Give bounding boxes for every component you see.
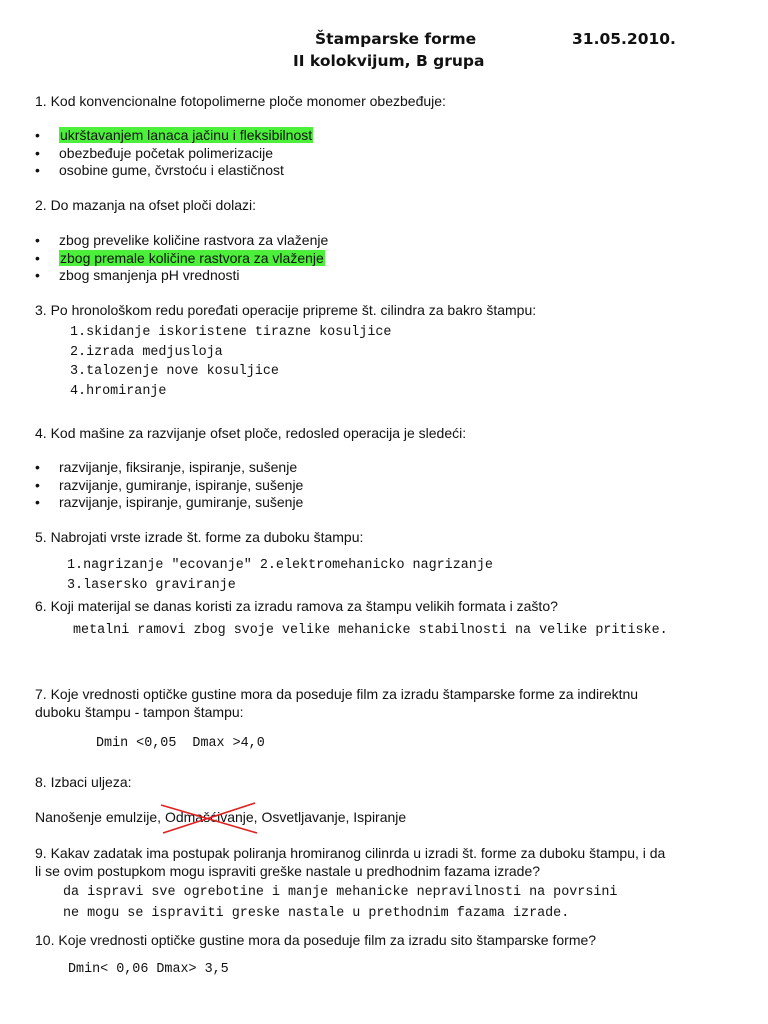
question-9-line-2: li se ovim postupkom mogu ispraviti greške nastale u predhodnim fazama izrade? xyxy=(35,863,541,879)
option-item: • zbog prevelike količine rastvora za vlaženje xyxy=(0,232,328,250)
answer-line: Dmin< 0,06 Dmax> 3,5 xyxy=(68,962,229,977)
question-7-answer xyxy=(96,734,265,754)
question-6: 6. Koji materijal se danas koristi za izradu ramova za štampu velikih formata i zašto? xyxy=(35,598,558,614)
question-5: 5. Nabrojati vrste izrade št. forme za duboku štampu: xyxy=(35,529,364,545)
question-8-items xyxy=(35,809,406,825)
question-7-line-2: duboku štampu - tampon štampu: xyxy=(35,704,244,720)
answer-line: 1.nagrizanje "ecovanje" 2.elektromehanicko nagrizanje xyxy=(67,558,493,573)
question-2-options xyxy=(0,232,328,285)
document-subtitle: II kolokvijum, B grupa xyxy=(293,52,485,70)
item-text: , Osvetljavanje, Ispiranje xyxy=(253,809,407,825)
option-item xyxy=(0,127,313,145)
option-item: • zbog smanjenja pH vrednosti xyxy=(0,267,328,285)
crossed-out-item xyxy=(165,809,254,825)
question-1: 1. Kod konvencionalne fotopolimerne ploče monomer obezbeđuje: xyxy=(35,93,446,109)
question-2: 2. Do mazanja na ofset ploči dolazi: xyxy=(35,197,257,213)
question-1-options xyxy=(0,127,313,180)
document-date: 31.05.2010. xyxy=(572,30,676,48)
crossed-item-text: Odmašćivanje xyxy=(164,809,254,825)
answer-line: ne mogu se ispraviti greske nastale u prethodnim fazama izrade. xyxy=(63,906,570,921)
answer-line: da ispravi sve ogrebotine i manje mehanicke nepravilnosti na povrsini xyxy=(63,885,618,900)
question-8: 8. Izbaci uljeza: xyxy=(35,774,132,790)
cross-out-mark-icon xyxy=(161,803,261,837)
answer-line: 1.skidanje iskoristene tirazne kosuljice xyxy=(70,325,392,340)
option-item: • razvijanje, fiksiranje, ispiranje, sušenje xyxy=(0,459,303,477)
option-item: • obezbeđuje početak polimerizacije xyxy=(0,145,313,163)
answer-line: 3.talozenje nove kosuljice xyxy=(70,364,279,380)
item-text: Nanošenje emulzije, xyxy=(35,809,165,825)
question-4: 4. Kod mašine za razvijanje ofset ploče, redosled operacija je sledeći: xyxy=(35,425,467,441)
question-10-answer xyxy=(68,960,229,980)
answer-line: 3.lasersko graviranje xyxy=(67,577,236,593)
option-item: • osobine gume, čvrstoću i elastičnost xyxy=(0,162,313,180)
answer-line: metalni ramovi zbog svoje velike mehanicke stabilnosti na velike pritiske. xyxy=(73,623,668,638)
question-7-line-1: 7. Koje vrednosti optičke gustine mora da poseduje film za izradu štamparske forme za indirektnu xyxy=(35,686,639,702)
option-item: • razvijanje, ispiranje, gumiranje, sušenje xyxy=(0,494,303,512)
question-3-answers xyxy=(70,323,391,401)
question-4-options xyxy=(0,459,303,512)
option-item: • razvijanje, gumiranje, ispiranje, sušenje xyxy=(0,477,303,495)
correct-answer-highlight: zbog premale količine rastvora za vlaženje xyxy=(60,249,324,266)
question-9-line-1: 9. Kakav zadatak ima postupak poliranja hromiranog cilinrda u izradi št. forme za duboku štampu, i da xyxy=(35,845,666,861)
correct-answer-highlight: ukrštavanjem lanaca jačinu i fleksibilnost xyxy=(60,127,313,143)
question-5-answers xyxy=(67,556,493,595)
answer-line: Dmin <0,05 Dmax >4,0 xyxy=(96,736,265,751)
answer-line: 2.izrada medjusloja xyxy=(70,344,223,360)
document-title: Štamparske forme xyxy=(315,30,477,48)
question-10: 10. Koje vrednosti optičke gustine mora da poseduje film za izradu sito štamparske forme? xyxy=(35,932,597,948)
question-3: 3. Po hronološkom redu poređati operacije pripreme št. cilindra za bakro štampu: xyxy=(35,302,537,318)
question-6-answer xyxy=(73,621,668,641)
answer-line: 4.hromiranje xyxy=(70,383,167,399)
option-item xyxy=(0,250,328,268)
question-9-answers xyxy=(63,883,617,924)
